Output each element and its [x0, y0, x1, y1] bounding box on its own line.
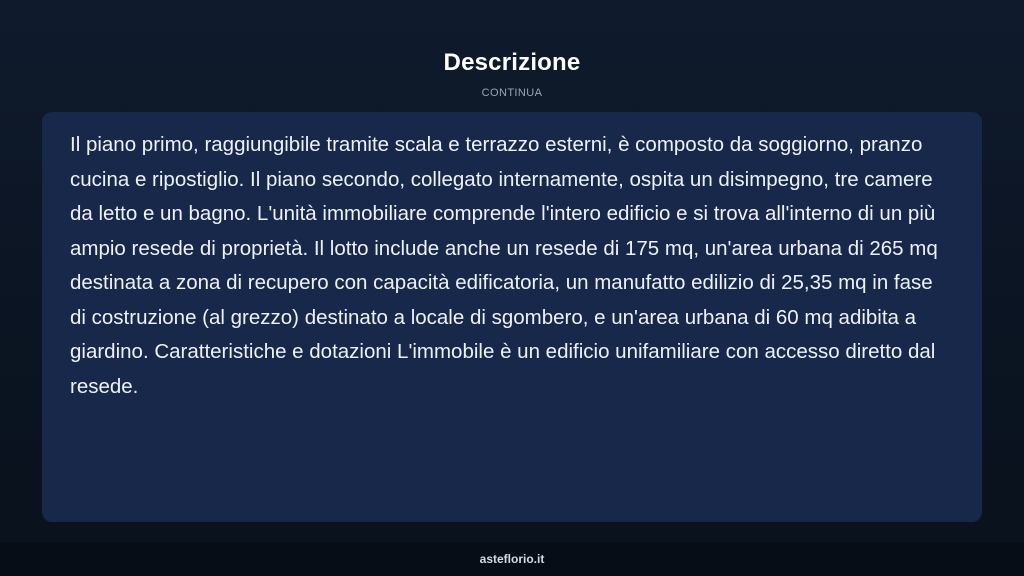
- footer-site-name: asteflorio.it: [479, 552, 545, 566]
- footer-bar: [0, 542, 1024, 576]
- page-title: Descrizione: [443, 49, 581, 76]
- continue-label: CONTINUA: [481, 87, 543, 99]
- description-text: Il piano primo, raggiungibile tramite scala e terrazzo esterni, è composto da soggiorno, pranzo cucina e ripostiglio. Il piano secondo, collegato internamente, ospita un disimpegno, tre camere da letto e un bagno. L'unità immobiliare comprende l'intero edificio e si trova all'interno di un più ampio resede di proprietà. Il lotto include anche un resede di 175 mq, un'area urbana di 265 mq destinata a zona di recupero con capacità edificatoria, un manufatto edilizio di 25,35 mq in fase di costruzione (al grezzo) destinato a locale di sgombero, e un'area urbana di 60 mq adibita a giardino. Caratteristiche e dotazioni L'immobile è un edificio unifamiliare con accesso diretto dal resede.: [70, 133, 938, 398]
- page-header: [0, 46, 1024, 100]
- description-card: [42, 112, 982, 522]
